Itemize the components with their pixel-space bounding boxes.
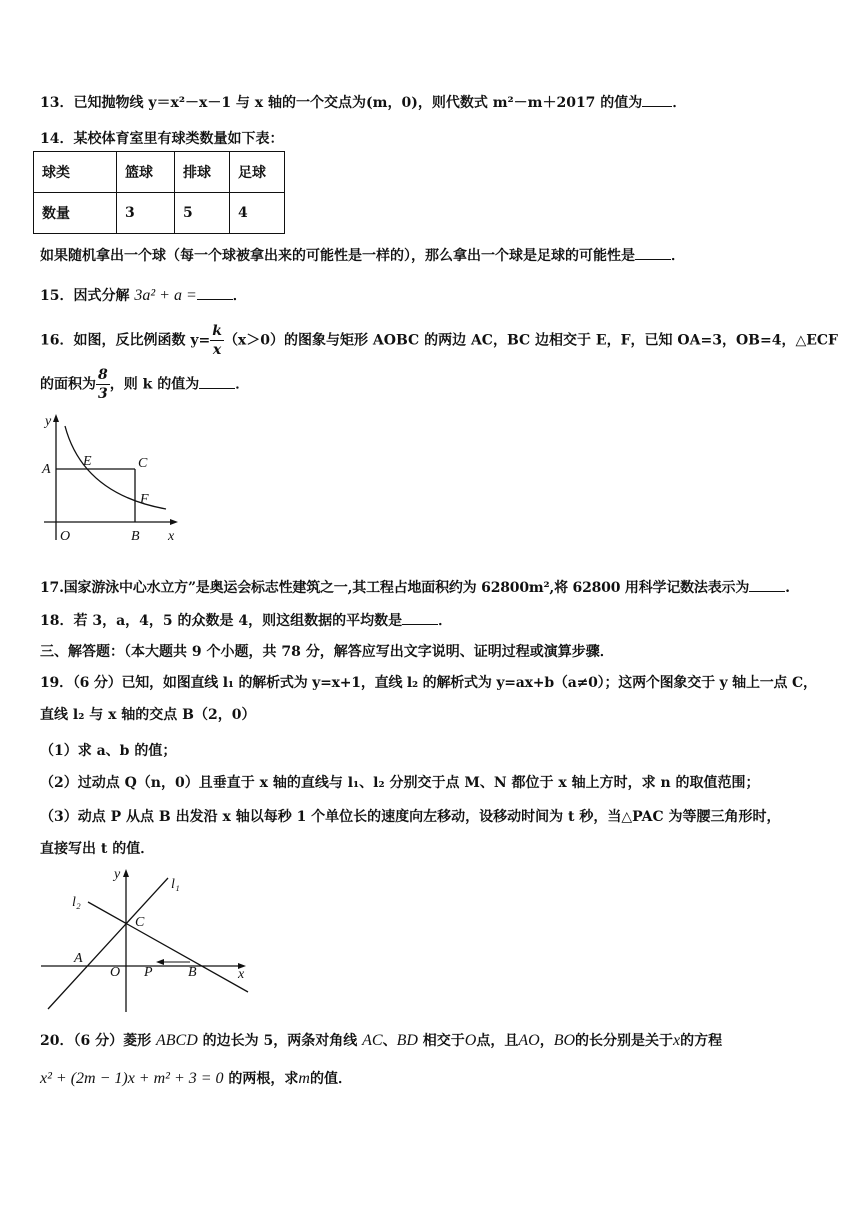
line-l1: [48, 878, 168, 1009]
q13-answer-blank[interactable]: [642, 105, 672, 107]
question-18: 18．若 3，a，4，5 的众数是 4，则这组数据的平均数是 ．: [40, 613, 453, 629]
x-axis-arrow: [170, 519, 178, 525]
q19-part-3-line-2: 直接写出 t 的值．: [40, 841, 155, 857]
label-e: E: [83, 454, 92, 469]
label-a: A: [74, 951, 83, 966]
question-20: 20．（6 分）菱形 ABCD 的边长为 5，两条对角线 AC、BD 相交于O点，且AO，BO的长分别是关于x的方程: [40, 1032, 723, 1049]
q14-followup: 如果随机拿出一个球（每一个球被拿出来的可能性是一样的），那么拿出一个球是足球的可能性是 ．: [40, 248, 685, 264]
hyperbola-curve: [65, 426, 166, 509]
fraction-eight-thirds: $\frac{8}{3}$: [98, 367, 108, 402]
ball-count-table: [33, 151, 285, 234]
label-b: B: [188, 965, 197, 980]
label-x: x: [238, 967, 245, 982]
q19-line-2: 直线 l₂ 与 x 轴的交点 B（2，0）: [40, 707, 256, 723]
q19-part-3: （3）动点 P 从点 B 出发沿 x 轴以每秒 1 个单位长的速度向左移动，设移动时间为 t 秒，当△PAC 为等腰三角形时，: [40, 809, 781, 825]
table-cell: 足球: [230, 152, 285, 193]
hyperbola-rectangle-figure: [38, 412, 183, 554]
label-a: A: [42, 462, 51, 477]
label-l1: l₁: [171, 877, 180, 892]
q20-line-2: x² + (2m − 1)x + m² + 3 = 0 的两根，求m的值．: [40, 1070, 352, 1087]
q15-expression: 3a² + a =: [134, 287, 197, 304]
q14-answer-blank[interactable]: [635, 258, 671, 260]
label-o: O: [60, 529, 71, 544]
table-cell: 4: [230, 193, 285, 234]
question-19: 19．（6 分）已知，如图直线 l₁ 的解析式为 y=x+1，直线 l₂ 的解析式为 y=ax+b（a≠0）；这两个图象交于 y 轴上一点 C，: [40, 675, 817, 691]
question-16: 16．如图，反比例函数 y= $\frac{k}{x}$ （x＞0）的图象与矩形 AOBC 的两边 AC，BC 边相交于 E，F，已知 OA=3，OB=4，△ECF: [40, 323, 838, 358]
q19-part-1: （1）求 a、b 的值；: [40, 743, 177, 759]
table-cell: 排球: [175, 152, 230, 193]
label-l2: l₂: [72, 895, 81, 910]
question-17: 17.国家游泳中心水立方”是奥运会标志性建筑之一,其工程占地面积约为 62800m²,将 62800 用科学记数法表示为 .: [40, 580, 790, 596]
label-y: y: [45, 414, 52, 429]
q15-answer-blank[interactable]: [197, 298, 233, 300]
table-cell: 3: [117, 193, 175, 234]
table-cell: 篮球: [117, 152, 175, 193]
label-p: P: [144, 965, 153, 980]
table-cell: 5: [175, 193, 230, 234]
arrow-head: [156, 959, 164, 965]
fraction-k-over-x: $\frac{k}{x}$: [212, 323, 222, 358]
label-c: C: [135, 915, 145, 930]
two-lines-figure: [38, 864, 253, 1016]
q16-line-2: 的面积为 $\frac{8}{3}$ ，则 k 的值为 ．: [40, 367, 250, 402]
table-row: [34, 193, 285, 234]
y-axis-arrow: [123, 869, 129, 877]
question-14: 14．某校体育室里有球类数量如下表：: [40, 131, 284, 147]
q16-answer-blank[interactable]: [199, 387, 235, 389]
table-cell: 球类: [34, 152, 117, 193]
label-y: y: [114, 867, 121, 882]
q20-equation: x² + (2m − 1)x + m² + 3 = 0: [40, 1070, 224, 1087]
y-axis-arrow: [53, 414, 59, 422]
label-c: C: [138, 456, 148, 471]
q18-answer-blank[interactable]: [402, 623, 438, 625]
table-row: [34, 152, 285, 193]
q19-part-2: （2）过动点 Q（n，0）且垂直于 x 轴的直线与 l₁、l₂ 分别交于点 M、N 都位于 x 轴上方时，求 n 的取值范围；: [40, 775, 760, 791]
section-3-heading: 三、解答题：（本大题共 9 个小题，共 78 分，解答应写出文字说明、证明过程或演算步骤．: [40, 644, 614, 660]
q17-answer-blank[interactable]: [749, 590, 785, 592]
label-x: x: [168, 529, 175, 544]
label-f: F: [140, 492, 149, 507]
label-b: B: [131, 529, 140, 544]
label-o: O: [110, 965, 121, 980]
q13-text: 13．已知抛物线 y＝x²－x－1 与 x 轴的一个交点为(m，0)，则代数式 m²－m＋2017 的值为: [40, 95, 643, 111]
question-13: 13．已知抛物线 y＝x²－x－1 与 x 轴的一个交点为(m，0)，则代数式 m²－m＋2017 的值为 ．: [40, 95, 687, 111]
table-cell: 数量: [34, 193, 117, 234]
question-15: 15．因式分解 3a² + a = ．: [40, 287, 247, 304]
